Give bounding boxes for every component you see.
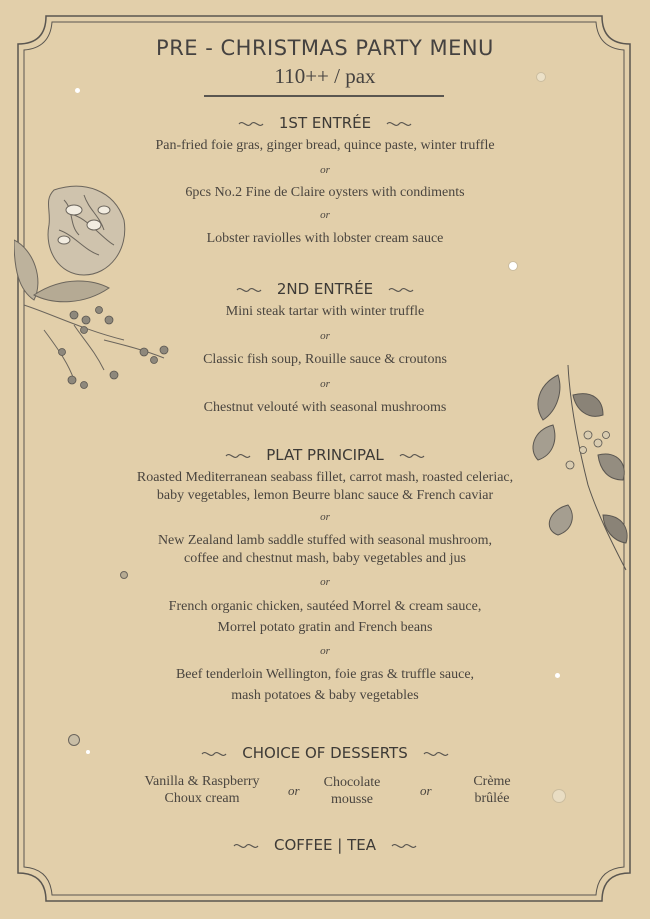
swirl-left-icon	[201, 749, 227, 759]
dessert-item	[452, 773, 532, 807]
dessert-line: Chocolate	[323, 775, 381, 790]
footer-coffee-tea	[0, 836, 650, 854]
menu-price: 110++ / pax	[274, 64, 376, 88]
menu-item-line: Morrel potato gratin and French beans	[217, 620, 433, 635]
dessert-item	[132, 773, 272, 807]
section-heading-2nd-entree	[0, 280, 650, 298]
section-heading-label: CHOICE OF DESSERTS	[242, 744, 408, 762]
bubble-decoration	[555, 673, 560, 678]
swirl-right-icon	[388, 285, 414, 295]
dessert-line: brûlée	[474, 791, 510, 806]
menu-item-line: baby vegetables, lemon Beurre blanc sauce & French caviar	[156, 488, 494, 503]
bubble-decoration	[508, 261, 518, 271]
bubble-decoration	[86, 750, 90, 754]
bubble-decoration	[552, 789, 566, 803]
or-separator: or	[320, 576, 330, 588]
or-separator: or	[320, 645, 330, 657]
or-separator: or	[288, 783, 300, 798]
section-heading-desserts	[0, 744, 650, 762]
menu-item: Classic fish soup, Rouille sauce & croutons	[203, 352, 447, 367]
bubble-decoration	[536, 72, 546, 82]
swirl-left-icon	[236, 285, 262, 295]
menu-item: Pan-fried foie gras, ginger bread, quince paste, winter truffle	[155, 138, 495, 153]
dessert-line: Crème	[473, 774, 511, 789]
dessert-item	[302, 774, 402, 808]
or-separator: or	[320, 511, 330, 523]
section-heading-label: 2ND ENTRÉE	[276, 280, 374, 298]
swirl-right-icon	[399, 451, 425, 461]
swirl-left-icon	[233, 841, 259, 851]
menu-item-line: French organic chicken, sautéed Morrel & cream sauce,	[168, 599, 482, 614]
menu-item: Chestnut velouté with seasonal mushrooms	[203, 400, 447, 415]
menu-item-line: mash potatoes & baby vegetables	[231, 688, 419, 703]
section-heading-plat-principal	[0, 446, 650, 464]
bubble-decoration	[75, 88, 80, 93]
section-heading-label: PLAT PRINCIPAL	[266, 446, 384, 464]
or-separator: or	[320, 164, 330, 176]
footer-label: COFFEE | TEA	[274, 836, 376, 854]
section-heading-1st-entree	[0, 114, 650, 132]
menu-item: 6pcs No.2 Fine de Claire oysters with condiments	[185, 185, 465, 200]
dessert-line: Choux cream	[164, 791, 240, 806]
menu-item-line: Beef tenderloin Wellington, foie gras & truffle sauce,	[175, 667, 475, 682]
dessert-line: Vanilla & Raspberry	[144, 774, 260, 789]
or-separator: or	[320, 209, 330, 221]
swirl-right-icon	[386, 119, 412, 129]
bubble-decoration	[120, 571, 128, 579]
swirl-right-icon	[423, 749, 449, 759]
swirl-right-icon	[391, 841, 417, 851]
or-separator: or	[320, 330, 330, 342]
swirl-left-icon	[238, 119, 264, 129]
menu-item-line: Roasted Mediterranean seabass fillet, carrot mash, roasted celeriac,	[136, 470, 514, 485]
or-separator: or	[320, 378, 330, 390]
menu-title: PRE - CHRISTMAS PARTY MENU	[156, 36, 494, 60]
title-divider	[204, 95, 444, 97]
menu-item-line: New Zealand lamb saddle stuffed with seasonal mushroom,	[157, 533, 493, 548]
dessert-line: mousse	[331, 792, 373, 807]
menu-item: Mini steak tartar with winter truffle	[225, 304, 425, 319]
menu-item-line: coffee and chestnut mash, baby vegetables and jus	[184, 551, 466, 566]
or-separator: or	[420, 783, 432, 798]
bubble-decoration	[68, 734, 80, 746]
menu-item: Lobster raviolles with lobster cream sauce	[206, 231, 444, 246]
section-heading-label: 1ST ENTRÉE	[278, 114, 372, 132]
swirl-left-icon	[225, 451, 251, 461]
